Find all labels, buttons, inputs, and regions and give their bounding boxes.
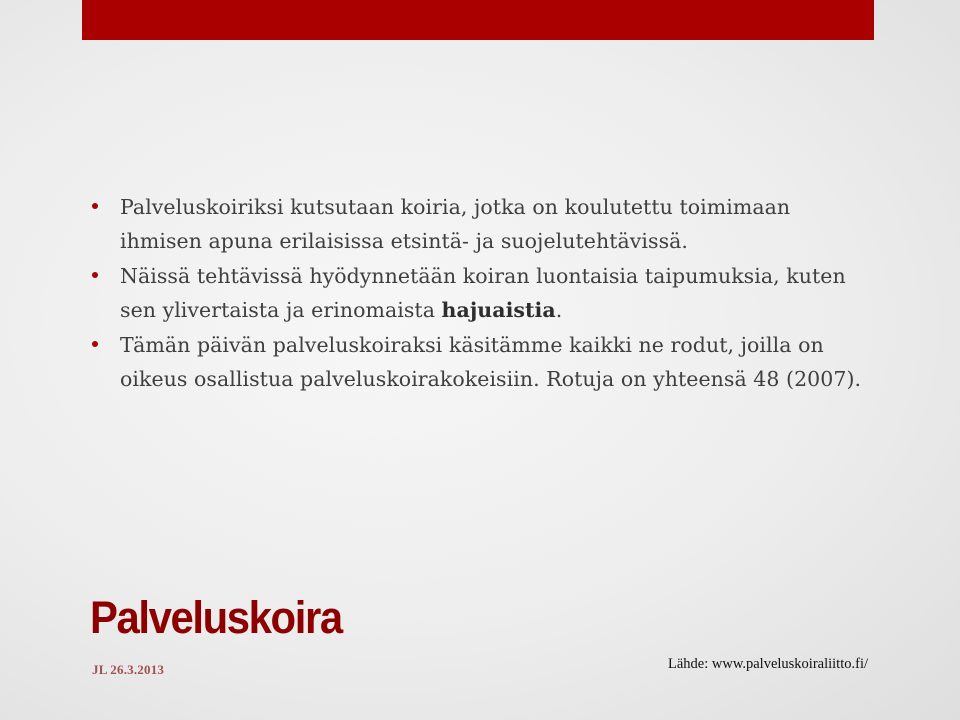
bullet-item-1 bbox=[92, 190, 872, 258]
bullet-2-text: Näissä tehtävissä hyödynnetään koiran luontaisia taipumuksia, kuten sen ylivertaista ja erinomaista bbox=[120, 264, 846, 322]
bullet-3-text: Tämän päivän palveluskoiraksi käsitämme kaikki ne rodut, joilla on oikeus osallistua palveluskoirakokeisiin. Rotuja on yhteensä 48 (2007). bbox=[120, 333, 862, 391]
bullet-list bbox=[92, 190, 872, 397]
top-accent-bar bbox=[82, 0, 874, 40]
bullet-2-bold-text: hajuaistia bbox=[441, 298, 556, 322]
bullet-2-suffix: . bbox=[555, 298, 563, 322]
bullet-item-2 bbox=[92, 259, 872, 327]
bullet-1-text: Palveluskoiriksi kutsutaan koiria, jotka on koulutettu toimimaan ihmisen apuna erilaisissa etsintä- ja suojelutehtävissä. bbox=[120, 195, 791, 253]
slide-title: Palveluskoira bbox=[90, 592, 342, 643]
bullet-item-3 bbox=[92, 328, 872, 396]
footer-date: JL 26.3.2013 bbox=[92, 662, 165, 677]
footer-source: Lähde: www.palveluskoiraliitto.fi/ bbox=[668, 656, 868, 672]
